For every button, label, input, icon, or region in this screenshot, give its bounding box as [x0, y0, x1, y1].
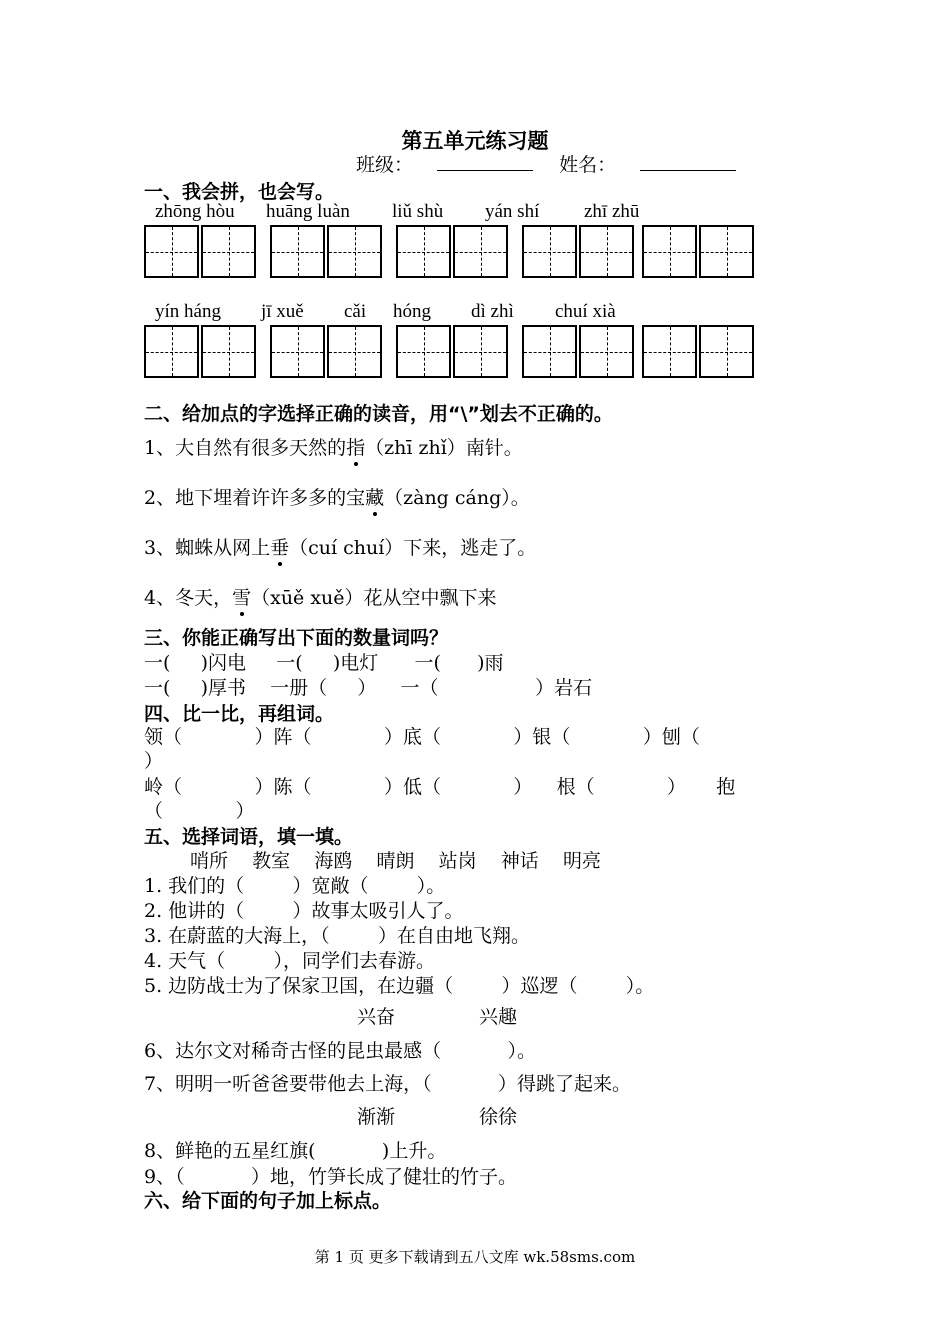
writing-grid-box[interactable]: [699, 225, 754, 278]
word-choice: 渐渐: [357, 1106, 396, 1128]
word-choice: 兴奋: [357, 1006, 396, 1028]
writing-grid-box[interactable]: [327, 225, 382, 278]
pinyin-label: dì zhì: [471, 301, 514, 322]
writing-grid-box[interactable]: [522, 225, 577, 278]
word-bank: 哨所 教室 海鸥 晴朗 站岗 神话 明亮: [190, 850, 601, 872]
question-options: （zhī zhǐ）南针。: [365, 437, 523, 459]
compare-word-line-wrap: （ ）: [144, 800, 255, 822]
class-name-line: [356, 150, 736, 177]
fill-item: 8、鲜艳的五星红旗( )上升。: [144, 1140, 447, 1162]
writing-grid-box[interactable]: [579, 225, 634, 278]
question-text: 3、蜘蛛从网上: [144, 537, 271, 559]
writing-grid-box[interactable]: [579, 325, 634, 378]
writing-grid-box[interactable]: [453, 325, 508, 378]
name-label: 姓名：: [559, 154, 617, 176]
section-1-heading: 一、我会拼，也会写。: [144, 181, 335, 203]
fill-item: 6、达尔文对稀奇古怪的昆虫最感（ ）。: [144, 1040, 537, 1062]
question-options: （xūě xuě）花从空中飘下来: [251, 587, 497, 609]
fill-item: 3. 在蔚蓝的大海上，（ ）在自由地飞翔。: [144, 925, 530, 947]
writing-grid-box[interactable]: [396, 225, 451, 278]
pinyin-label: yín háng: [155, 301, 221, 322]
fill-item: 1. 我们的（ ）宽敞（ ）。: [144, 875, 446, 897]
writing-grid-box[interactable]: [453, 225, 508, 278]
question-text: 2、地下埋着许许多多的宝: [144, 487, 366, 509]
question-item: [144, 583, 497, 610]
writing-grid-box[interactable]: [201, 225, 256, 278]
writing-grid-box[interactable]: [270, 325, 325, 378]
dotted-character: 雪: [232, 583, 251, 610]
fill-item: 7、明明一听爸爸要带他去上海，（ ）得跳了起来。: [144, 1073, 632, 1095]
writing-grid-box[interactable]: [144, 325, 199, 378]
pinyin-label: yán shí: [485, 201, 540, 222]
page-title: 第五单元练习题: [401, 128, 549, 153]
compare-word-line: 领（ ）阵（ ）底（ ）银（ ）刨（: [144, 726, 700, 748]
question-text: 4、冬天，: [144, 587, 233, 609]
measure-word-line: 一( )闪电 一( )电灯 一( )雨: [144, 652, 504, 674]
writing-grid-box[interactable]: [270, 225, 325, 278]
writing-grid-box[interactable]: [144, 225, 199, 278]
class-label: 班级：: [356, 154, 414, 176]
writing-grid-box[interactable]: [642, 325, 697, 378]
measure-word-line: 一( )厚书 一册（ ） 一（ ）岩石: [144, 677, 593, 699]
question-options: （zàng cáng）。: [384, 487, 530, 509]
writing-grid-box[interactable]: [201, 325, 256, 378]
pinyin-label: zhī zhū: [584, 201, 640, 222]
dotted-character: 垂: [270, 533, 289, 560]
question-text: 1、大自然有很多天然的: [144, 437, 347, 459]
pinyin-label: hóng: [393, 301, 431, 322]
pinyin-label: chuí xià: [555, 301, 616, 322]
writing-grid-box[interactable]: [642, 225, 697, 278]
pinyin-label: jī xuě: [261, 301, 304, 322]
class-blank: [437, 152, 533, 171]
pinyin-label: cǎi: [344, 301, 367, 322]
section-5-heading: 五、选择词语，填一填。: [144, 826, 354, 848]
fill-item: 5. 边防战士为了保家卫国，在边疆（ ）巡逻（ ）。: [144, 975, 655, 997]
dotted-character: 藏: [365, 483, 384, 510]
word-choice: 徐徐: [479, 1106, 518, 1128]
writing-grid-box[interactable]: [522, 325, 577, 378]
pinyin-label: liǔ shù: [392, 201, 444, 222]
section-6-heading: 六、给下面的句子加上标点。: [144, 1190, 392, 1212]
section-2-heading: 二、给加点的字选择正确的读音，用“\”划去不正确的。: [144, 403, 613, 425]
question-item: [144, 533, 536, 560]
dotted-character: 指: [346, 433, 365, 460]
fill-item: 4. 天气（ ），同学们去春游。: [144, 950, 435, 972]
compare-word-line-wrap: ）: [144, 750, 164, 772]
fill-item: 9、（ ）地，竹笋长成了健壮的竹子。: [144, 1166, 518, 1188]
section-4-heading: 四、比一比，再组词。: [144, 703, 335, 725]
page-footer: 第 1 页 更多下载请到五八文库 wk.58sms.com: [314, 1248, 636, 1266]
question-item: [144, 433, 523, 460]
writing-grid-box[interactable]: [699, 325, 754, 378]
name-blank: [640, 152, 736, 171]
pinyin-label: huāng luàn: [266, 201, 350, 222]
compare-word-line: 岭（ ）陈（ ）低（ ） 根（ ） 抱: [144, 776, 736, 798]
question-item: [144, 483, 530, 510]
question-options: （cuí chuí）下来，逃走了。: [289, 537, 537, 559]
writing-grid-box[interactable]: [327, 325, 382, 378]
fill-item: 2. 他讲的（ ）故事太吸引人了。: [144, 900, 464, 922]
writing-grid-box[interactable]: [396, 325, 451, 378]
section-3-heading: 三、你能正确写出下面的数量词吗？: [144, 627, 449, 649]
word-choice: 兴趣: [479, 1006, 518, 1028]
pinyin-label: zhōng hòu: [155, 201, 235, 222]
